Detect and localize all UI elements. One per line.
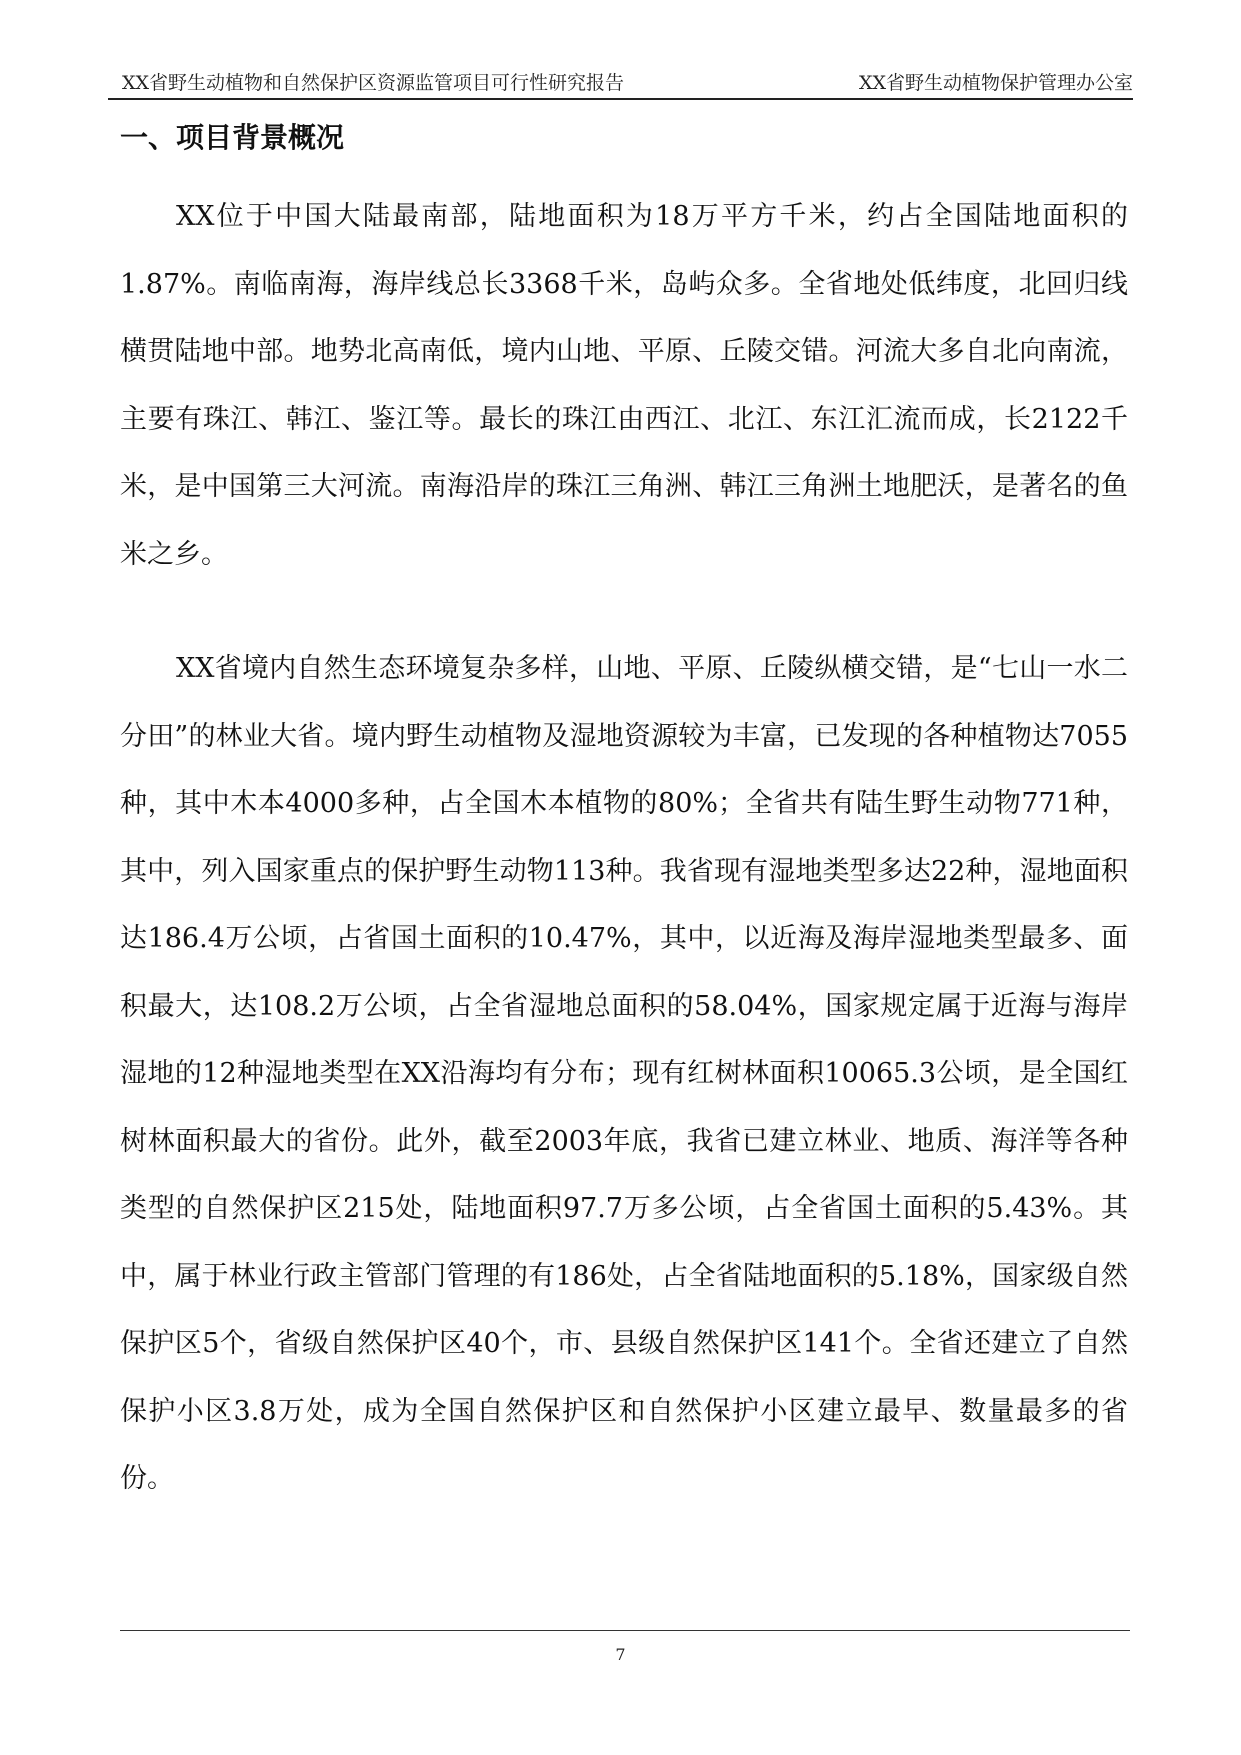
page-header	[108, 68, 1133, 100]
organization-name: XX省野生动植物保护管理办公室	[858, 72, 1133, 94]
body-paragraph: XX省境内自然生态环境复杂多样，山地、平原、丘陵纵横交错，是“七山一水二分田”的林业大省。境内野生动植物及湿地资源较为丰富，已发现的各种植物达7055种，其中木本4000多种，占全国木本植物的80%；全省共有陆生野生动物771种，其中，列入国家重点的保护野生动物113种。我省现有湿地类型多达22种，湿地面积达186.4万公顷，占省国土面积的10.47%，其中，以近海及海岸湿地类型最多、面积最大，达108.2万公顷，占全省湿地总面积的58.04%，国家规定属于近海与海岸湿地的12种湿地类型在XX沿海均有分布；现有红树林面积10065.3公顷，是全国红树林面积最大的省份。此外，截至2003年底，我省已建立林业、地质、海洋等各种类型的自然保护区215处，陆地面积97.7万多公顷，占全省国土面积的5.43%。其中，属于林业行政主管部门管理的有186处，占全省陆地面积的5.18%，国家级自然保护区5个，省级自然保护区40个，市、县级自然保护区141个。全省还建立了自然保护小区3.8万处，成为全国自然保护区和自然保护小区建立最早、数量最多的省份。	[120, 653, 1128, 1494]
footer-divider	[120, 1630, 1130, 1631]
section-heading: 一、项目背景概况	[120, 121, 345, 154]
page-number: 7	[615, 1645, 626, 1664]
report-title: XX省野生动植物和自然保护区资源监管项目可行性研究报告	[122, 72, 625, 94]
body-paragraph: XX位于中国大陆最南部，陆地面积为18万平方千米，约占全国陆地面积的1.87%。南临南海，海岸线总长3368千米，岛屿众多。全省地处低纬度，北回归线横贯陆地中部。地势北高南低，境内山地、平原、丘陵交错。河流大多自北向南流，主要有珠江、韩江、鉴江等。最长的珠江由西江、北江、东江汇流而成，长2122千米，是中国第三大河流。南海沿岸的珠江三角洲、韩江三角洲土地肥沃，是著名的鱼米之乡。	[120, 201, 1128, 570]
